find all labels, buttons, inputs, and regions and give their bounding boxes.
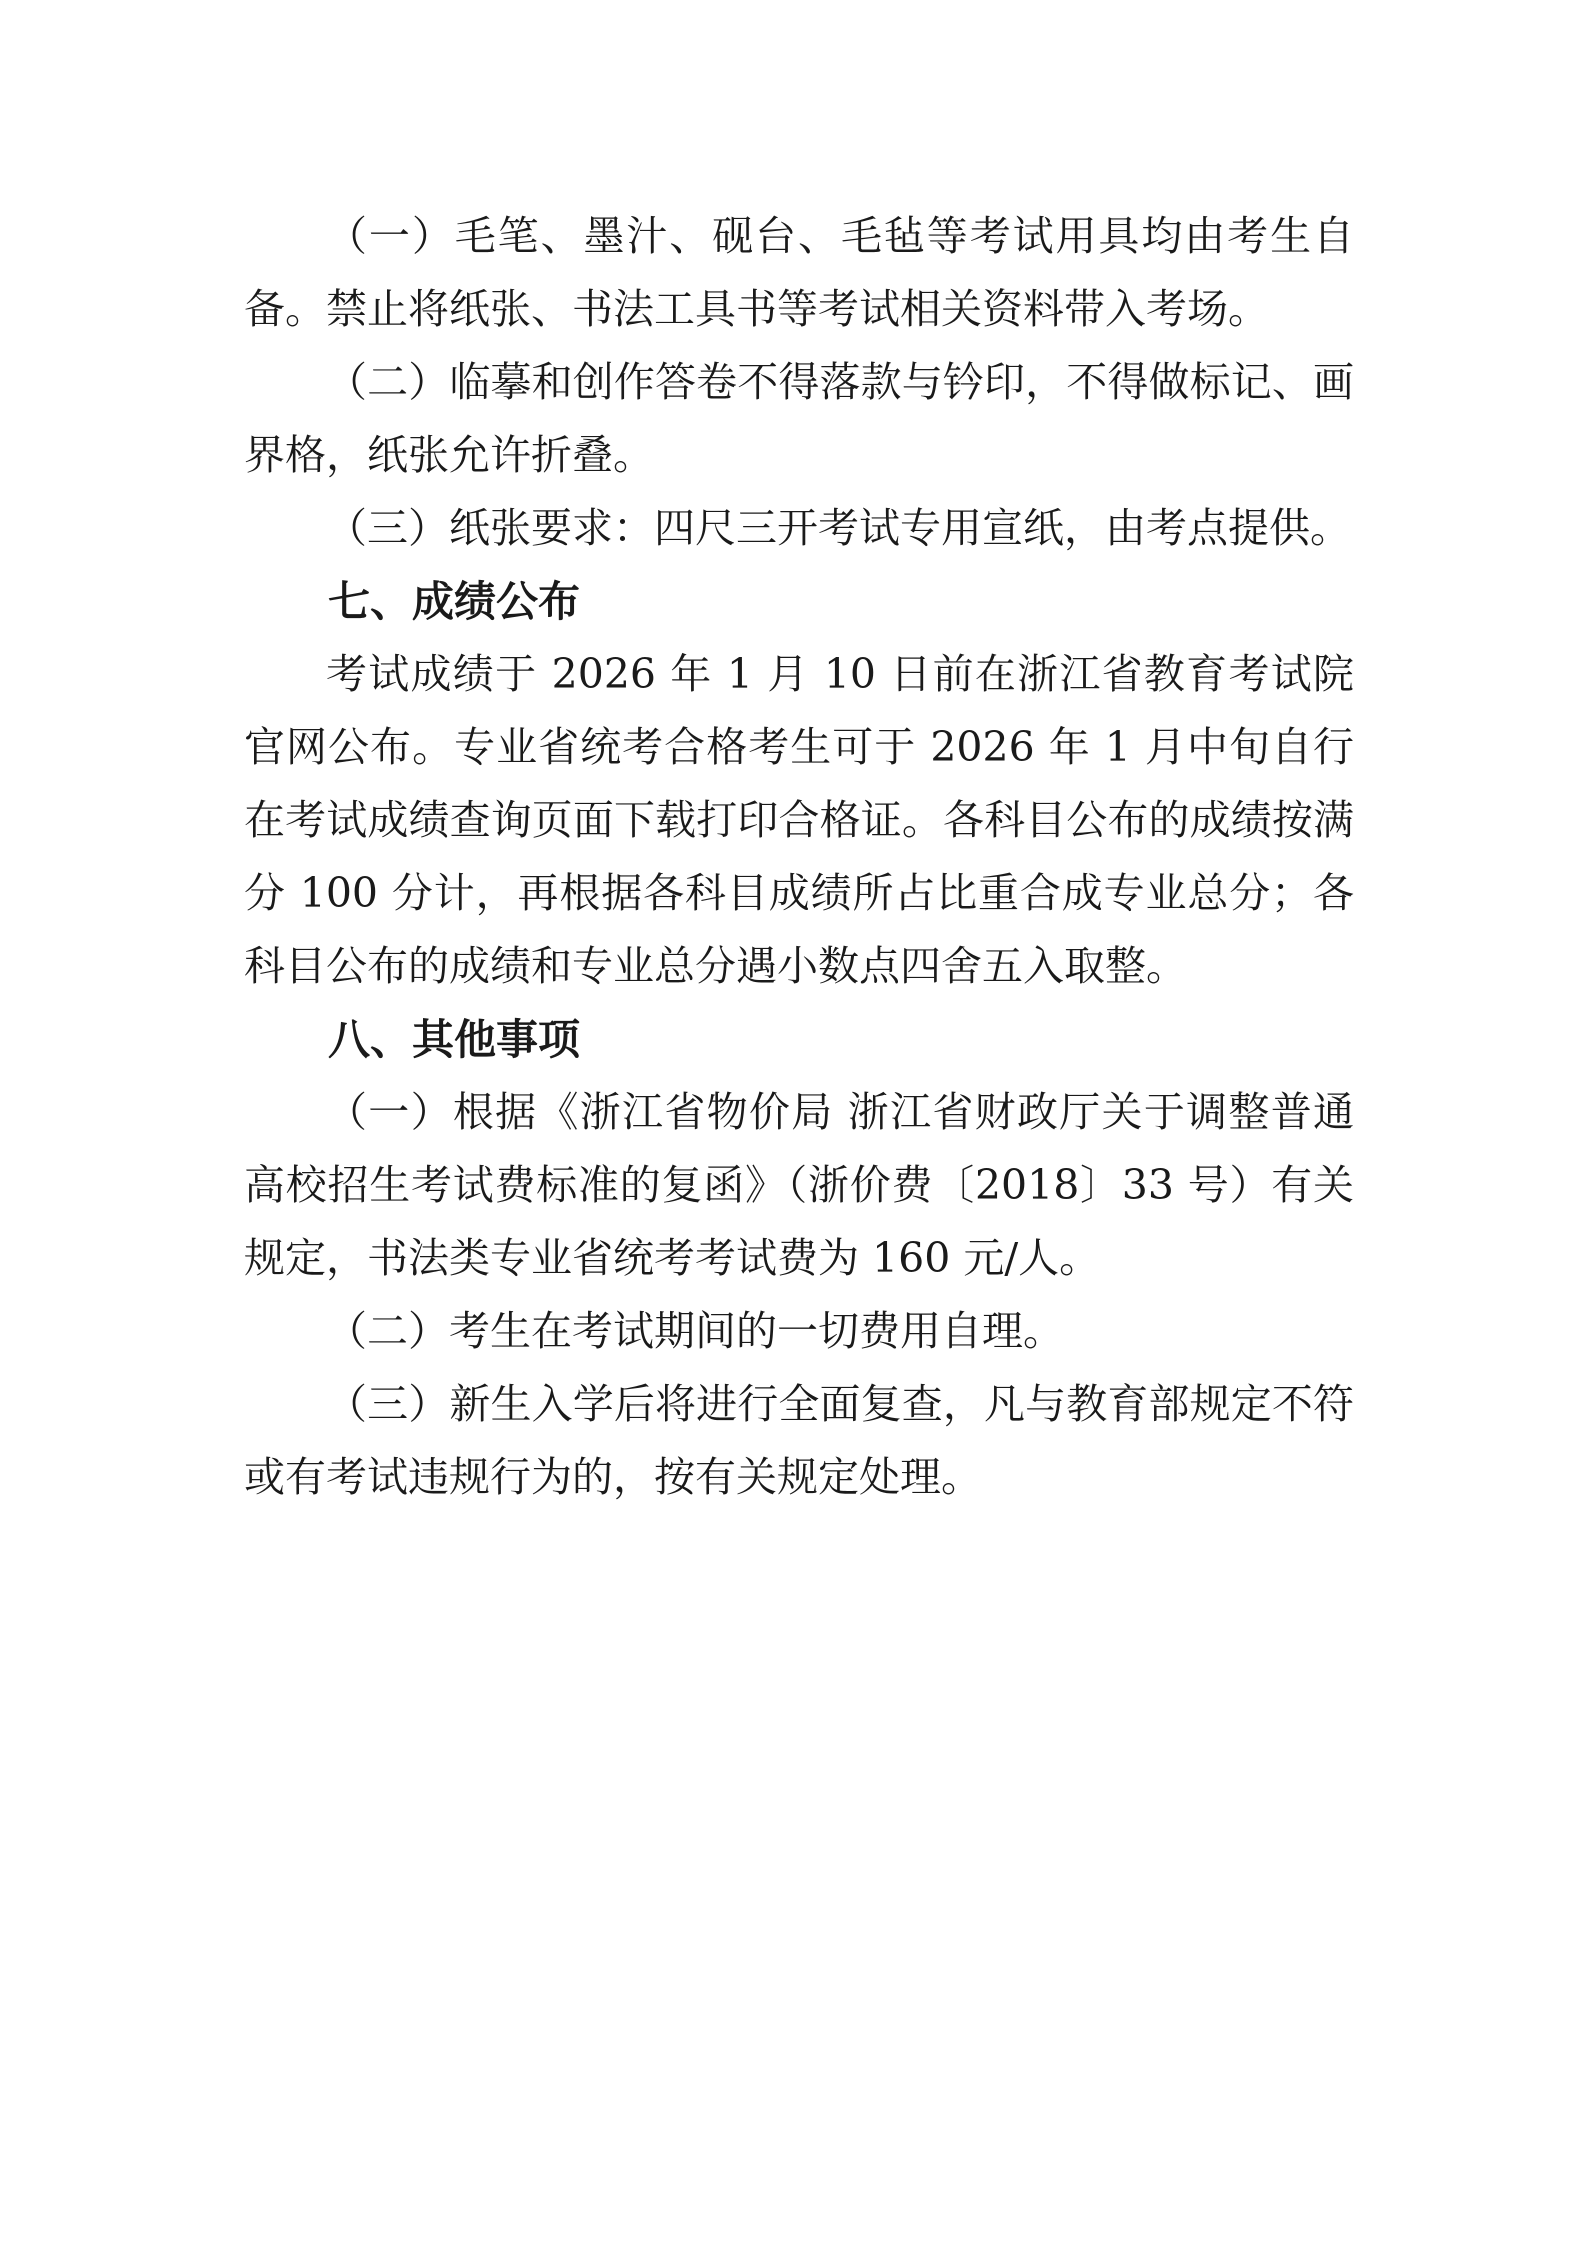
paragraph-exam-tools: （一）毛笔、墨汁、砚台、毛毡等考试用具均由考生自备。禁止将纸张、书法工具书等考试相关资料带入考场。 [244, 212, 1354, 333]
paragraph-enrollment-review: （三）新生入学后将进行全面复查，凡与教育部规定不符或有考试违规行为的，按有关规定处理。 [244, 1380, 1354, 1501]
paragraph-expenses: （二）考生在考试期间的一切费用自理。 [326, 1307, 1064, 1355]
paragraph-answer-sheet-rules: （二）临摹和创作答卷不得落款与钤印，不得做标记、画界格，纸张允许折叠。 [244, 358, 1354, 479]
section-heading-other-matters: 八、其他事项 [328, 1015, 581, 1064]
paragraph-results-publication: 考试成绩于 2026 年 1 月 10 日前在浙江省教育考试院官网公布。专业省统考合格考生可于 2026 年 1 月中旬自行在考试成绩查询页面下载打印合格证。各科目公布的成绩按满分 100 分计，再根据各科目成绩所占比重合成专业总分；各科目公布的成绩和专业总分遇小数点四舍五入取整。 [244, 650, 1354, 990]
paragraph-paper-requirements: （三）纸张要求：四尺三开考试专用宣纸，由考点提供。 [326, 504, 1351, 552]
paragraph-exam-fee: （一）根据《浙江省物价局 浙江省财政厅关于调整普通高校招生考试费标准的复函》（浙价费〔2018〕33 号）有关规定，书法类专业省统考考试费为 160 元/人。 [244, 1088, 1354, 1282]
document-body [244, 200, 1354, 1514]
section-heading-results: 七、成绩公布 [328, 577, 581, 626]
